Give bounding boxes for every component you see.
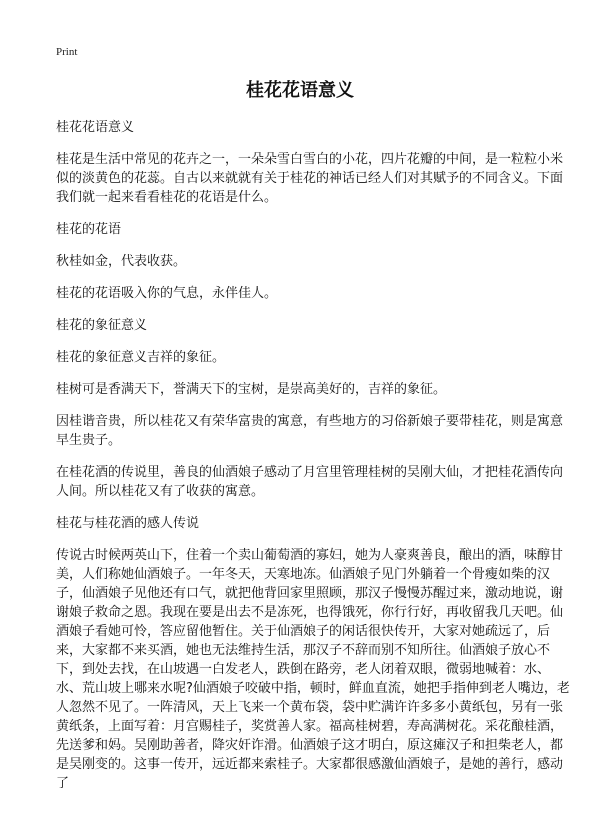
paragraph-harvest: 秋桂如金，代表收获。 — [56, 254, 187, 269]
section-heading-legend: 桂花与桂花酒的感人传说 — [56, 516, 200, 531]
paragraph-companion: 桂花的花语吸入你的气息，永伴佳人。 — [56, 286, 278, 301]
paragraph-legend-story: 传说古时候两英山下，住着一个卖山葡萄酒的寡妇，她为人豪爽善良，酿出的酒，味醇甘美，人们称她仙酒娘子。一年冬天，天寒地冻。仙酒娘子见门外躺着一个骨瘦如柴的汉子，仙酒娘子见他还有口气，就把他背回家里照顾，那汉子慢慢苏醒过来，激动地说，谢谢娘子救命之恩。我现在要是出去不是冻死，也得饿死，你行行好，再收留我几天吧。仙酒娘子看她可怜，答应留他暂住。关于仙酒娘子的闲话很快传开，大家对她疏远了，后来，大家都不来买酒，她也无法维持生活，那汉子不辞而别不知所往。仙酒娘子放心不下，到处去找，在山坡遇一白发老人，跌倒在路旁，老人闭着双眼，微弱地喊着：水、水、荒山坡上哪来水呢?仙酒娘子咬破中指，顿时，鲜血直流，她把手指伸到老人嘴边，老人忽然不见了。一阵清风，天上飞来一个黄布袋，袋中贮满许许多多小黄纸包，另有一张黄纸条，上面写着：月宫赐桂子，奖赏善人家。福高桂树碧，寿高满树花。采花酿桂酒，先送爹和妈。吴刚助善者，降灾奸诈滑。仙酒娘子这才明白，原这瘫汉子和担柴老人，都是吴刚变的。这事一传开，远近都来索桂子。大家都很感激仙酒娘子，是她的善行，感动了 — [56, 548, 570, 791]
paragraph-intro: 桂花是生活中常见的花卉之一，一朵朵雪白雪白的小花，四片花瓣的中间，是一粒粒小米似的淡黄色的花蕊。自古以来就就有关于桂花的神话已经人们对其赋予的不同含义。下面我们就一起来看看桂花的花语是什么。 — [56, 152, 564, 205]
paragraph-treasure-tree: 桂树可是香满天下，誉满天下的宝树，是崇高美好的，吉祥的象征。 — [56, 382, 447, 397]
paragraph-wine-legend-summary: 在桂花酒的传说里，善良的仙酒娘子感动了月宫里管理桂树的吴刚大仙，才把桂花酒传向人间。所以桂花又有了收获的寓意。 — [56, 465, 564, 499]
article-body — [56, 118, 570, 806]
section-heading-symbolism: 桂花的象征意义 — [56, 318, 148, 333]
paragraph-wealth: 因桂谐音贵，所以桂花又有荣华富贵的寓意，有些地方的习俗新娘子要带桂花，则是寓意早生贵子。 — [56, 414, 564, 448]
section-heading-intro: 桂花花语意义 — [56, 120, 135, 135]
paragraph-auspicious: 桂花的象征意义吉祥的象征。 — [56, 350, 226, 365]
print-link[interactable]: Print — [56, 46, 78, 58]
page-title: 桂花花语意义 — [246, 80, 354, 101]
section-heading-flower-language: 桂花的花语 — [56, 222, 122, 237]
